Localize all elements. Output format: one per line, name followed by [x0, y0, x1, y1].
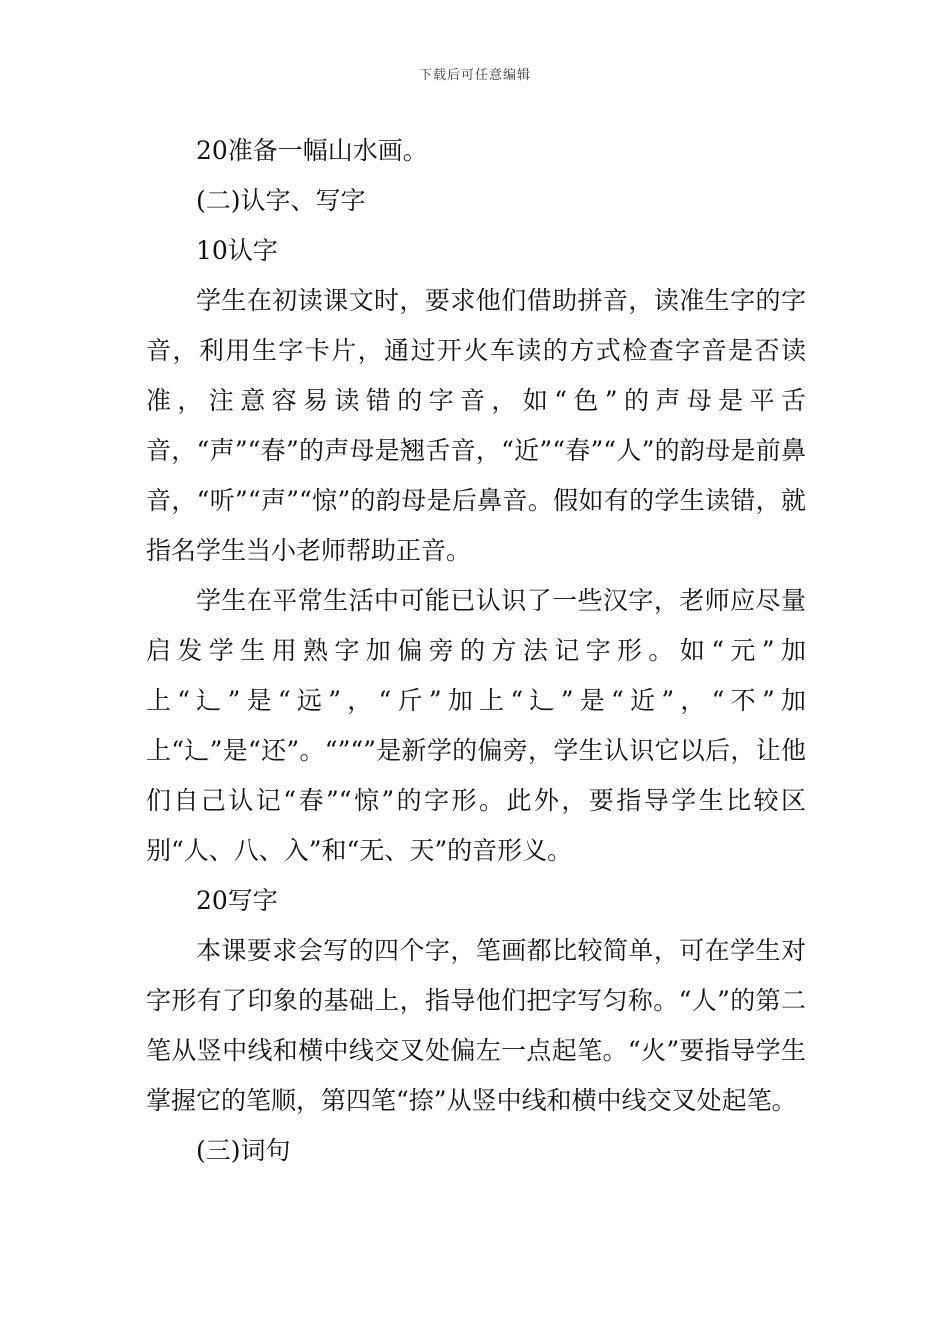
- section-heading-recognize-write: (二)认字、写字: [196, 186, 366, 215]
- paragraph-prep-item: 20准备一幅山水画。: [196, 136, 428, 165]
- page-header: 下载后可任意编辑: [418, 68, 531, 83]
- section-heading-words-sentences: (三)词句: [196, 1136, 291, 1165]
- subheading-recognize: 10认字: [196, 236, 278, 265]
- subheading-writing: 20写字: [196, 886, 278, 915]
- paragraph-writing-guidance: 本课要求会写的四个字，笔画都比较简单，可在学生对字形有了印象的基础上，指导他们把字写匀称。“人”的第二笔从竖中线和横中线交叉处偏左一点起笔。“火”要指导学生掌握它的笔顺，第四笔“捺”从竖中线和横中线交叉处起笔。: [146, 936, 806, 1115]
- paragraph-character-shape: 学生在平常生活中可能已认识了一些汉字，老师应尽量启发学生用熟字加偏旁的方法记字形。如“元”加上“辶”是“远”，“斤”加上“辶”是“近”，“不”加上“辶”是“还”。“”“”是新学的偏旁，学生认识它以后，让他们自己认记“春”“惊”的字形。此外，要指导学生比较区别“人、八、入”和“无、天”的音形义。: [146, 586, 806, 865]
- document-body: [146, 126, 806, 1176]
- paragraph-pronunciation: 学生在初读课文时，要求他们借助拼音，读准生字的字音，利用生字卡片，通过开火车读的方式检查字音是否读准，注意容易读错的字音，如“色”的声母是平舌音，“声”“春”的声母是翘舌音，“近”“春”“人”的韵母是前鼻音，“听”“声”“惊”的韵母是后鼻音。假如有的学生读错，就指名学生当小老师帮助正音。: [146, 286, 806, 565]
